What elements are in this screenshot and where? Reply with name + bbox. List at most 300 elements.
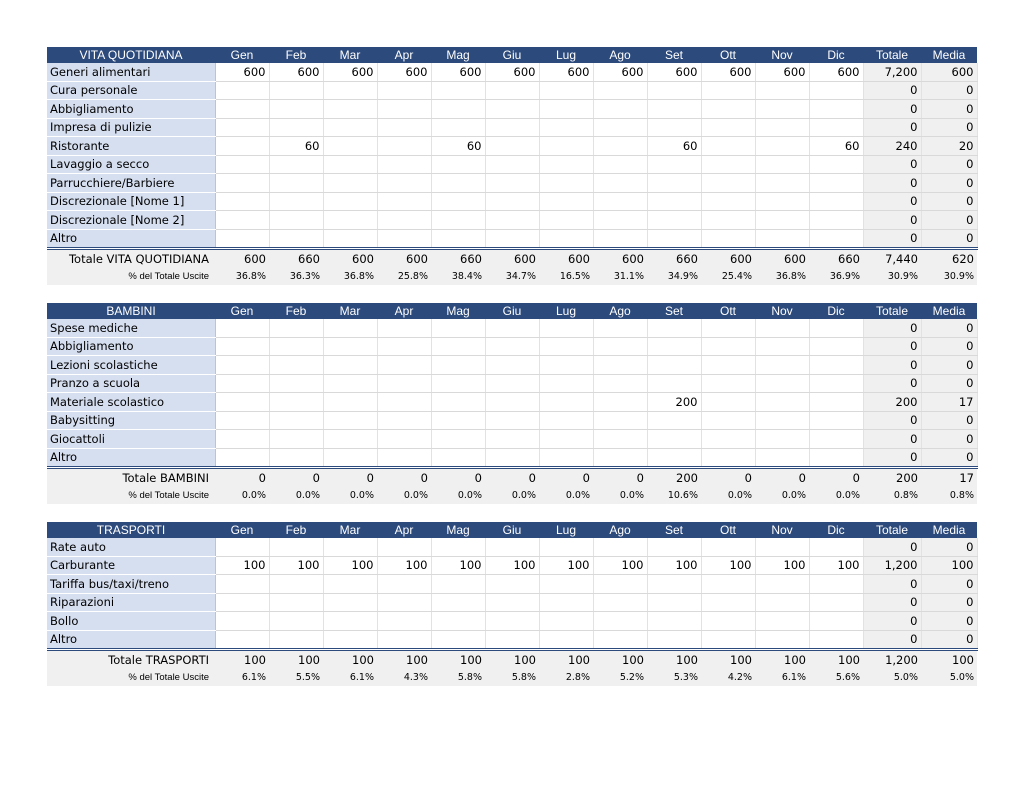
month-cell[interactable] [809, 100, 863, 119]
month-cell[interactable] [431, 593, 485, 612]
month-cell[interactable] [809, 593, 863, 612]
month-cell[interactable] [269, 356, 323, 375]
month-cell[interactable] [485, 448, 539, 468]
month-cell[interactable] [485, 430, 539, 449]
month-cell[interactable] [323, 155, 377, 174]
month-cell[interactable] [377, 630, 431, 650]
month-cell[interactable] [755, 118, 809, 137]
month-header: Ott [701, 303, 755, 319]
month-cell[interactable] [539, 575, 593, 594]
month-cell[interactable] [701, 411, 755, 430]
month-cell[interactable] [377, 612, 431, 631]
month-cell[interactable] [593, 448, 647, 468]
month-cell[interactable] [485, 411, 539, 430]
month-cell[interactable] [485, 374, 539, 393]
month-cell[interactable] [215, 411, 269, 430]
month-percent: 6.1% [215, 669, 269, 686]
month-cell[interactable] [647, 575, 701, 594]
month-cell[interactable] [377, 356, 431, 375]
month-cell[interactable]: 600 [647, 63, 701, 81]
month-cell[interactable] [755, 374, 809, 393]
month-cell[interactable] [215, 337, 269, 356]
month-cell[interactable]: 100 [485, 556, 539, 575]
month-cell[interactable]: 100 [539, 556, 593, 575]
month-cell[interactable] [593, 538, 647, 556]
month-cell[interactable] [431, 430, 485, 449]
month-cell[interactable] [755, 319, 809, 337]
month-cell[interactable] [269, 81, 323, 100]
month-cell[interactable] [593, 593, 647, 612]
month-cell[interactable] [377, 319, 431, 337]
month-cell[interactable] [431, 229, 485, 249]
month-cell[interactable] [431, 411, 485, 430]
month-cell[interactable] [215, 100, 269, 119]
month-cell[interactable] [485, 538, 539, 556]
month-cell[interactable]: 60 [269, 137, 323, 156]
month-cell[interactable]: 100 [323, 556, 377, 575]
month-cell[interactable] [593, 192, 647, 211]
month-cell[interactable] [593, 118, 647, 137]
month-cell[interactable] [755, 448, 809, 468]
month-cell[interactable] [323, 356, 377, 375]
month-cell[interactable] [539, 211, 593, 230]
month-cell[interactable] [431, 630, 485, 650]
month-cell[interactable] [755, 575, 809, 594]
month-cell[interactable] [593, 155, 647, 174]
month-cell[interactable] [269, 393, 323, 412]
month-cell[interactable] [323, 448, 377, 468]
month-cell[interactable] [539, 81, 593, 100]
month-cell[interactable] [701, 155, 755, 174]
month-cell[interactable] [269, 411, 323, 430]
month-cell[interactable] [323, 174, 377, 193]
month-cell[interactable] [377, 374, 431, 393]
month-cell[interactable] [809, 155, 863, 174]
month-cell[interactable] [647, 118, 701, 137]
month-cell[interactable] [323, 211, 377, 230]
month-cell[interactable] [539, 356, 593, 375]
month-cell[interactable] [377, 593, 431, 612]
month-cell[interactable]: 600 [323, 63, 377, 81]
month-cell[interactable] [485, 229, 539, 249]
month-cell[interactable] [701, 538, 755, 556]
month-cell[interactable] [701, 211, 755, 230]
month-cell[interactable] [431, 81, 485, 100]
month-cell[interactable]: 600 [809, 63, 863, 81]
month-cell[interactable] [269, 337, 323, 356]
month-cell[interactable] [539, 538, 593, 556]
month-cell[interactable] [701, 374, 755, 393]
month-cell[interactable] [539, 337, 593, 356]
month-cell[interactable] [377, 211, 431, 230]
row-total: 0 [863, 192, 921, 211]
month-cell[interactable]: 60 [809, 137, 863, 156]
month-cell[interactable] [809, 630, 863, 650]
month-cell[interactable] [323, 393, 377, 412]
month-cell[interactable] [539, 393, 593, 412]
month-cell[interactable] [539, 118, 593, 137]
month-cell[interactable] [701, 630, 755, 650]
month-cell[interactable]: 200 [647, 393, 701, 412]
month-cell[interactable] [755, 538, 809, 556]
month-cell[interactable] [593, 575, 647, 594]
month-cell[interactable] [377, 174, 431, 193]
month-cell[interactable] [269, 100, 323, 119]
month-cell[interactable] [215, 575, 269, 594]
month-cell[interactable]: 600 [701, 63, 755, 81]
month-cell[interactable] [593, 211, 647, 230]
month-cell[interactable] [809, 211, 863, 230]
month-cell[interactable] [269, 575, 323, 594]
month-cell[interactable] [215, 137, 269, 156]
month-cell[interactable] [647, 430, 701, 449]
month-cell[interactable] [701, 448, 755, 468]
month-cell[interactable] [593, 81, 647, 100]
month-cell[interactable] [539, 448, 593, 468]
month-cell[interactable] [215, 319, 269, 337]
month-cell[interactable] [755, 100, 809, 119]
month-cell[interactable] [701, 393, 755, 412]
month-cell[interactable] [269, 612, 323, 631]
month-cell[interactable] [647, 593, 701, 612]
month-cell[interactable]: 100 [269, 556, 323, 575]
month-cell[interactable] [539, 593, 593, 612]
month-cell[interactable] [755, 81, 809, 100]
month-cell[interactable] [701, 319, 755, 337]
month-cell[interactable] [647, 538, 701, 556]
month-cell[interactable] [755, 393, 809, 412]
month-cell[interactable] [539, 137, 593, 156]
month-cell[interactable] [323, 337, 377, 356]
month-cell[interactable] [755, 337, 809, 356]
month-cell[interactable] [377, 155, 431, 174]
month-cell[interactable] [809, 356, 863, 375]
month-cell[interactable] [323, 411, 377, 430]
month-cell[interactable] [701, 612, 755, 631]
month-cell[interactable] [377, 118, 431, 137]
month-cell[interactable] [215, 630, 269, 650]
month-cell[interactable] [377, 337, 431, 356]
month-cell[interactable]: 100 [377, 556, 431, 575]
month-cell[interactable] [755, 430, 809, 449]
month-cell[interactable] [323, 612, 377, 631]
month-cell[interactable] [215, 155, 269, 174]
month-cell[interactable] [701, 137, 755, 156]
month-cell[interactable] [809, 81, 863, 100]
table-row [47, 575, 977, 594]
month-cell[interactable] [323, 538, 377, 556]
month-cell[interactable] [485, 612, 539, 631]
month-cell[interactable] [377, 538, 431, 556]
month-cell[interactable] [431, 448, 485, 468]
month-cell[interactable] [269, 448, 323, 468]
month-cell[interactable] [269, 319, 323, 337]
month-cell[interactable] [269, 430, 323, 449]
month-cell[interactable] [539, 192, 593, 211]
month-cell[interactable]: 100 [647, 556, 701, 575]
month-cell[interactable] [539, 630, 593, 650]
month-cell[interactable] [809, 319, 863, 337]
month-cell[interactable] [809, 411, 863, 430]
month-cell[interactable] [431, 118, 485, 137]
month-cell[interactable] [215, 81, 269, 100]
month-cell[interactable] [323, 630, 377, 650]
total-header: Totale [863, 303, 921, 319]
month-cell[interactable]: 600 [485, 63, 539, 81]
month-cell[interactable] [701, 100, 755, 119]
month-cell[interactable] [323, 575, 377, 594]
month-cell[interactable] [593, 337, 647, 356]
month-cell[interactable] [539, 374, 593, 393]
month-cell[interactable] [215, 174, 269, 193]
month-cell[interactable] [323, 374, 377, 393]
month-cell[interactable] [593, 630, 647, 650]
month-cell[interactable] [647, 100, 701, 119]
month-cell[interactable] [431, 192, 485, 211]
month-cell[interactable] [323, 319, 377, 337]
month-cell[interactable]: 60 [431, 137, 485, 156]
month-cell[interactable] [755, 155, 809, 174]
month-cell[interactable] [323, 81, 377, 100]
month-cell[interactable] [485, 155, 539, 174]
month-cell[interactable] [323, 137, 377, 156]
month-cell[interactable] [701, 593, 755, 612]
month-cell[interactable] [647, 211, 701, 230]
month-cell[interactable] [485, 81, 539, 100]
month-cell[interactable] [593, 411, 647, 430]
month-cell[interactable] [431, 612, 485, 631]
month-cell[interactable] [809, 118, 863, 137]
month-cell[interactable] [377, 137, 431, 156]
month-cell[interactable] [269, 211, 323, 230]
table-row [47, 174, 977, 193]
month-cell[interactable] [647, 81, 701, 100]
month-cell[interactable] [539, 411, 593, 430]
month-cell[interactable] [269, 630, 323, 650]
month-cell[interactable] [215, 538, 269, 556]
month-cell[interactable] [809, 612, 863, 631]
month-cell[interactable] [755, 192, 809, 211]
month-cell[interactable] [593, 319, 647, 337]
month-cell[interactable] [593, 612, 647, 631]
month-cell[interactable]: 600 [377, 63, 431, 81]
month-cell[interactable] [431, 211, 485, 230]
month-cell[interactable] [755, 411, 809, 430]
month-cell[interactable] [377, 81, 431, 100]
month-cell[interactable] [431, 319, 485, 337]
month-cell[interactable] [485, 630, 539, 650]
month-cell[interactable] [215, 356, 269, 375]
month-cell[interactable] [809, 337, 863, 356]
month-cell[interactable] [485, 319, 539, 337]
month-cell[interactable] [647, 374, 701, 393]
month-cell[interactable] [647, 229, 701, 249]
month-cell[interactable] [377, 192, 431, 211]
month-cell[interactable] [323, 100, 377, 119]
month-cell[interactable] [485, 118, 539, 137]
month-cell[interactable] [809, 575, 863, 594]
month-cell[interactable] [539, 612, 593, 631]
month-cell[interactable] [269, 593, 323, 612]
month-cell[interactable] [377, 229, 431, 249]
month-percent: 36.9% [809, 268, 863, 285]
month-cell[interactable] [647, 337, 701, 356]
month-cell[interactable] [809, 448, 863, 468]
month-cell[interactable] [215, 211, 269, 230]
month-cell[interactable]: 100 [701, 556, 755, 575]
month-cell[interactable] [809, 430, 863, 449]
month-cell[interactable] [215, 612, 269, 631]
month-cell[interactable]: 100 [431, 556, 485, 575]
month-cell[interactable] [647, 612, 701, 631]
month-cell[interactable]: 600 [215, 63, 269, 81]
month-cell[interactable] [701, 81, 755, 100]
month-cell[interactable] [269, 374, 323, 393]
month-cell[interactable] [485, 192, 539, 211]
month-cell[interactable] [701, 337, 755, 356]
month-cell[interactable] [593, 430, 647, 449]
month-percent: 36.8% [323, 268, 377, 285]
month-cell[interactable] [431, 337, 485, 356]
month-cell[interactable] [377, 575, 431, 594]
month-cell[interactable]: 600 [539, 63, 593, 81]
month-cell[interactable] [647, 319, 701, 337]
month-cell[interactable] [593, 229, 647, 249]
month-cell[interactable] [485, 174, 539, 193]
month-cell[interactable]: 100 [593, 556, 647, 575]
month-cell[interactable] [269, 118, 323, 137]
month-cell[interactable]: 100 [215, 556, 269, 575]
month-cell[interactable] [701, 575, 755, 594]
month-cell[interactable] [593, 356, 647, 375]
month-cell[interactable] [323, 192, 377, 211]
month-cell[interactable] [485, 100, 539, 119]
month-header: Feb [269, 522, 323, 538]
month-cell[interactable] [377, 411, 431, 430]
month-cell[interactable]: 600 [269, 63, 323, 81]
month-cell[interactable] [377, 100, 431, 119]
month-cell[interactable] [539, 229, 593, 249]
month-cell[interactable] [809, 374, 863, 393]
month-cell[interactable]: 600 [755, 63, 809, 81]
month-cell[interactable] [323, 430, 377, 449]
month-cell[interactable] [377, 393, 431, 412]
month-cell[interactable] [593, 137, 647, 156]
month-cell[interactable] [539, 155, 593, 174]
month-cell[interactable]: 100 [755, 556, 809, 575]
month-cell[interactable] [323, 118, 377, 137]
month-cell[interactable] [431, 393, 485, 412]
month-cell[interactable] [323, 593, 377, 612]
month-cell[interactable] [215, 593, 269, 612]
month-cell[interactable] [701, 192, 755, 211]
month-cell[interactable] [539, 319, 593, 337]
month-cell[interactable] [809, 393, 863, 412]
month-cell[interactable] [269, 155, 323, 174]
month-cell[interactable] [701, 118, 755, 137]
month-cell[interactable] [755, 137, 809, 156]
month-cell[interactable] [647, 630, 701, 650]
month-cell[interactable] [269, 538, 323, 556]
month-cell[interactable] [539, 100, 593, 119]
month-cell[interactable] [269, 229, 323, 249]
month-cell[interactable] [485, 337, 539, 356]
month-cell[interactable] [809, 229, 863, 249]
month-cell[interactable] [431, 538, 485, 556]
month-cell[interactable] [593, 100, 647, 119]
month-cell[interactable] [755, 229, 809, 249]
month-cell[interactable] [215, 448, 269, 468]
month-cell[interactable] [485, 575, 539, 594]
month-cell[interactable] [215, 393, 269, 412]
month-cell[interactable] [809, 538, 863, 556]
month-cell[interactable] [269, 174, 323, 193]
month-cell[interactable] [755, 174, 809, 193]
month-cell[interactable] [755, 211, 809, 230]
month-cell[interactable] [431, 155, 485, 174]
month-cell[interactable] [647, 411, 701, 430]
month-cell[interactable] [593, 174, 647, 193]
month-cell[interactable] [593, 374, 647, 393]
month-cell[interactable] [701, 430, 755, 449]
month-cell[interactable] [593, 393, 647, 412]
month-cell[interactable] [215, 229, 269, 249]
month-cell[interactable]: 60 [647, 137, 701, 156]
month-cell[interactable] [431, 100, 485, 119]
month-cell[interactable] [485, 137, 539, 156]
month-cell[interactable] [215, 430, 269, 449]
month-cell[interactable] [647, 356, 701, 375]
month-cell[interactable] [269, 192, 323, 211]
month-cell[interactable] [809, 192, 863, 211]
month-cell[interactable] [377, 448, 431, 468]
month-cell[interactable] [485, 211, 539, 230]
row-total: 0 [863, 174, 921, 193]
month-cell[interactable] [701, 174, 755, 193]
month-cell[interactable] [323, 229, 377, 249]
month-cell[interactable] [755, 612, 809, 631]
month-cell[interactable] [485, 593, 539, 612]
month-cell[interactable] [701, 229, 755, 249]
month-cell[interactable] [701, 356, 755, 375]
month-cell[interactable] [431, 356, 485, 375]
month-cell[interactable] [647, 174, 701, 193]
month-cell[interactable] [755, 630, 809, 650]
month-cell[interactable] [809, 174, 863, 193]
month-cell[interactable]: 600 [431, 63, 485, 81]
month-cell[interactable] [647, 448, 701, 468]
month-cell[interactable] [485, 393, 539, 412]
month-cell[interactable] [755, 593, 809, 612]
month-cell[interactable] [539, 174, 593, 193]
month-cell[interactable] [215, 192, 269, 211]
month-cell[interactable] [377, 430, 431, 449]
table-row [47, 81, 977, 100]
month-cell[interactable] [539, 430, 593, 449]
month-cell[interactable] [431, 575, 485, 594]
month-cell[interactable] [485, 356, 539, 375]
month-cell[interactable]: 600 [593, 63, 647, 81]
month-cell[interactable] [215, 118, 269, 137]
section-bambini [47, 303, 977, 504]
month-cell[interactable] [647, 192, 701, 211]
month-cell[interactable] [431, 374, 485, 393]
month-cell[interactable] [755, 356, 809, 375]
month-cell[interactable] [215, 374, 269, 393]
month-cell[interactable] [647, 155, 701, 174]
month-cell[interactable] [431, 174, 485, 193]
month-cell[interactable]: 100 [809, 556, 863, 575]
